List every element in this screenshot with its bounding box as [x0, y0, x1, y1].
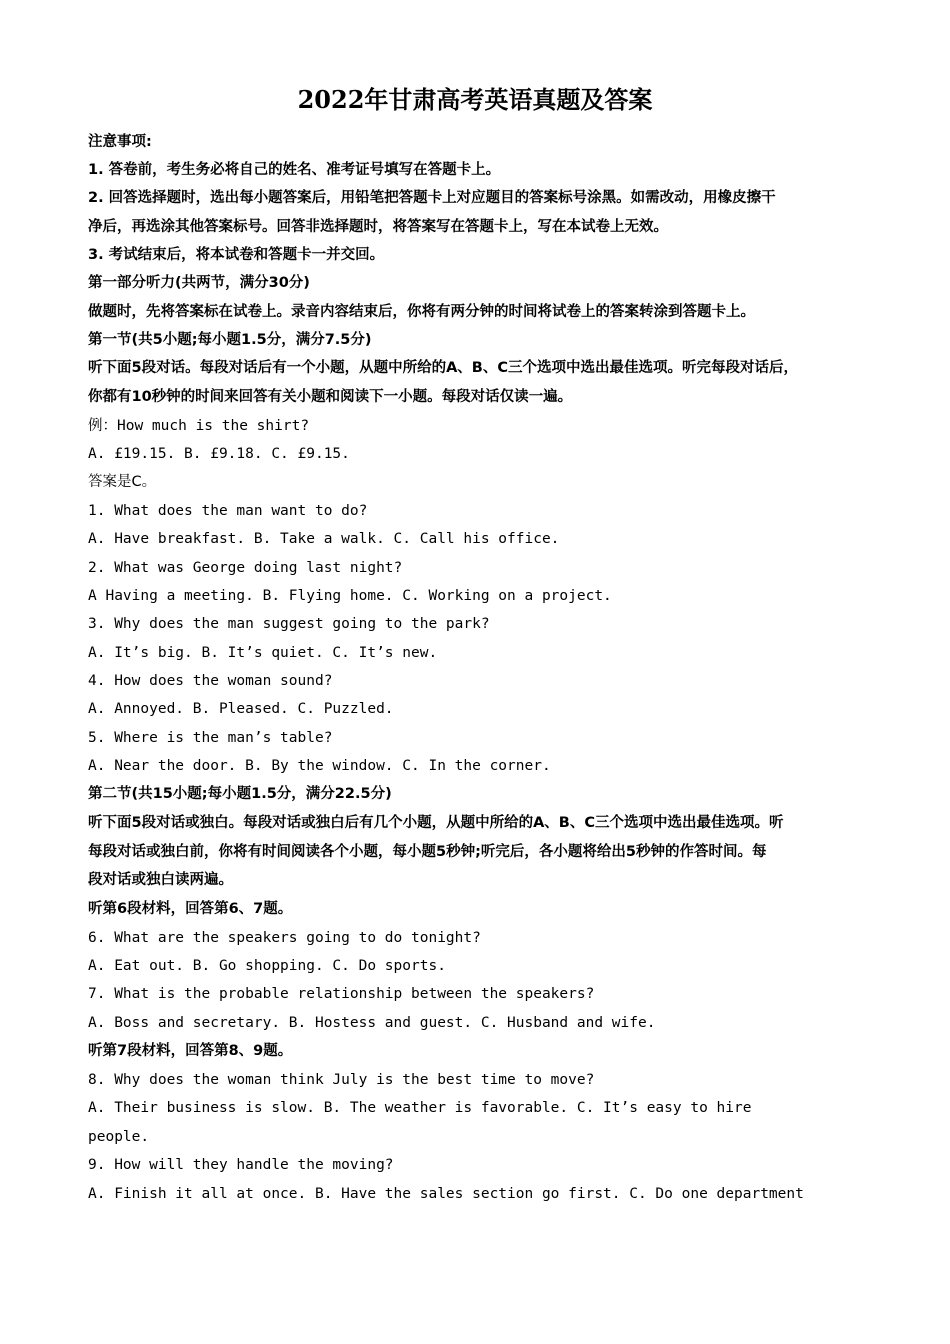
section2-instructions-line-1: 听下面5段对话或独白。每段对话或独白后有几个小题，从题中所给的A、B、C三个选项中选出最佳选项。听 — [88, 815, 784, 831]
material-7-heading: 听第7段材料，回答第8、9题。 — [88, 1043, 293, 1059]
part1-heading: 第一部分听力(共两节，满分30分) — [88, 275, 310, 291]
question-9-options: A. Finish it all at once. B. Have the sales section go first. C. Do one department — [88, 1186, 804, 1202]
question-2-options: A Having a meeting. B. Flying home. C. Working on a project. — [88, 588, 612, 604]
question-5: 5. Where is the man’s table? — [88, 730, 333, 746]
question-4: 4. How does the woman sound? — [88, 673, 333, 689]
example-options: A. £19.15. B. £9.18. C. £9.15. — [88, 446, 350, 462]
section2-instructions-line-2: 每段对话或独白前，你将有时间阅读各个小题，每小题5秒钟;听完后，各小题将给出5秒钟的作答时间。每 — [88, 844, 767, 860]
question-8-options-line-2: people. — [88, 1129, 150, 1145]
question-3: 3. Why does the man suggest going to the park? — [88, 616, 490, 632]
page-title: 2022年甘肃高考英语真题及答案 — [297, 85, 653, 114]
question-3-options: A. It’s big. B. It’s quiet. C. It’s new. — [88, 645, 438, 661]
note-3: 3. 考试结束后，将本试卷和答题卡一并交回。 — [88, 247, 385, 263]
note-1: 1. 答卷前，考生务必将自己的姓名、准考证号填写在答题卡上。 — [88, 162, 501, 178]
section2-instructions-line-3: 段对话或独白读两遍。 — [88, 872, 233, 888]
question-7: 7. What is the probable relationship between the speakers? — [88, 986, 595, 1002]
question-1: 1. What does the man want to do? — [88, 503, 368, 519]
question-8: 8. Why does the woman think July is the best time to move? — [88, 1072, 595, 1088]
note-2-line-1: 2. 回答选择题时，选出每小题答案后，用铅笔把答题卡上对应题目的答案标号涂黑。如需改动，用橡皮擦干 — [88, 190, 776, 206]
question-9: 9. How will they handle the moving? — [88, 1157, 394, 1173]
question-8-options-line-1: A. Their business is slow. B. The weather is favorable. C. It’s easy to hire — [88, 1100, 752, 1116]
example-question: 例：How much is the shirt? — [88, 418, 310, 434]
question-4-options: A. Annoyed. B. Pleased. C. Puzzled. — [88, 701, 394, 717]
question-6: 6. What are the speakers going to do tonight? — [88, 930, 481, 946]
material-6-heading: 听第6段材料，回答第6、7题。 — [88, 901, 293, 917]
question-7-options: A. Boss and secretary. B. Hostess and guest. C. Husband and wife. — [88, 1015, 656, 1031]
section1-instructions-line-2: 你都有10秒钟的时间来回答有关小题和阅读下一小题。每段对话仅读一遍。 — [88, 389, 573, 405]
section2-heading: 第二节(共15小题;每小题1.5分，满分22.5分) — [88, 786, 392, 802]
question-5-options: A. Near the door. B. By the window. C. In the corner. — [88, 758, 551, 774]
section1-heading: 第一节(共5小题;每小题1.5分，满分7.5分) — [88, 332, 372, 348]
notes-heading: 注意事项: — [88, 134, 152, 150]
section1-instructions-line-1: 听下面5段对话。每段对话后有一个小题，从题中所给的A、B、C三个选项中选出最佳选项。听完每段对话后， — [88, 360, 799, 376]
note-2-line-2: 净后，再选涂其他答案标号。回答非选择题时，将答案写在答题卡上，写在本试卷上无效。 — [88, 219, 668, 235]
question-6-options: A. Eat out. B. Go shopping. C. Do sports. — [88, 958, 446, 974]
question-2: 2. What was George doing last night? — [88, 560, 403, 576]
part1-instructions: 做题时，先将答案标在试卷上。录音内容结束后，你将有两分钟的时间将试卷上的答案转涂到答题卡上。 — [88, 304, 755, 320]
example-answer: 答案是C。 — [88, 474, 157, 490]
question-1-options: A. Have breakfast. B. Take a walk. C. Call his office. — [88, 531, 560, 547]
